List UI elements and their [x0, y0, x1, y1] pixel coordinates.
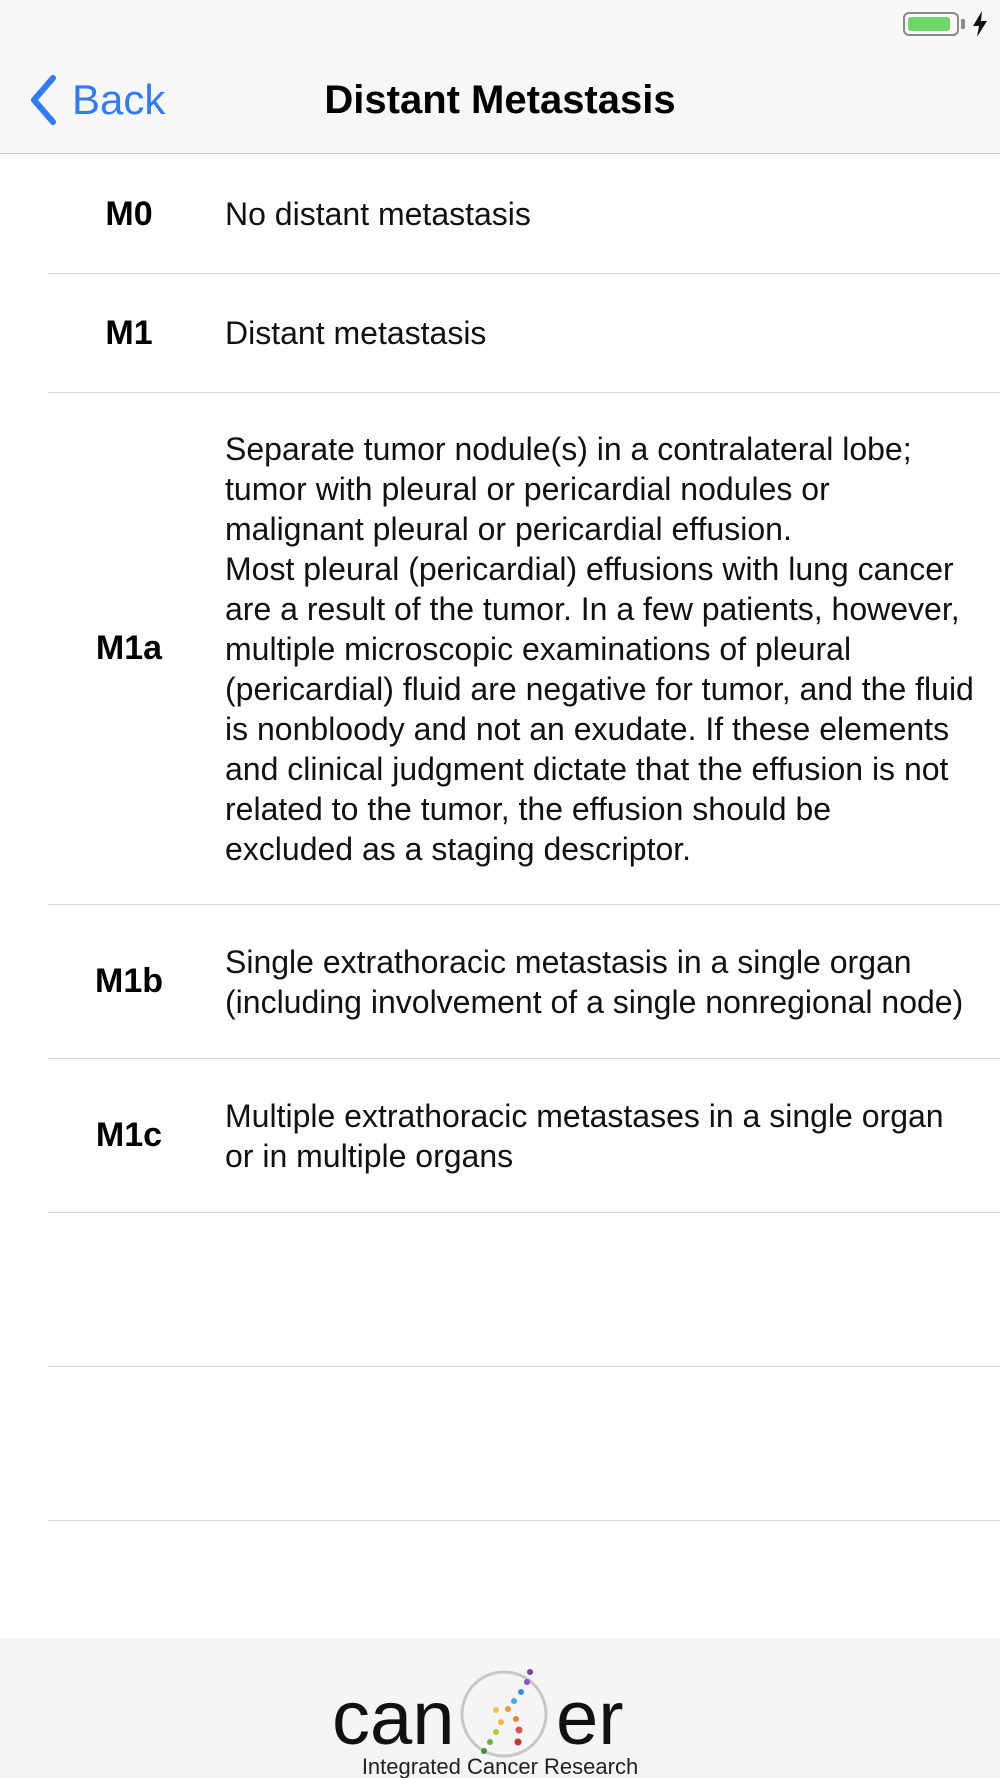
navigation-bar	[0, 48, 1000, 154]
row-description: Single extrathoracic metastasis in a single organ (including involvement of a single nonregional node)	[225, 943, 964, 1020]
metastasis-table	[0, 155, 1000, 1521]
table-row-m1b[interactable]	[48, 905, 1000, 1059]
row-description: Separate tumor nodule(s) in a contralateral lobe; tumor with pleural or pericardial nodules or malignant pleural or pericardial effusion. Most pleural (pericardial) effusions with lung cancer are a result of the tumor. In a few patients, however, multiple microscopic examinations of pleural (pericardial) fluid are negative for tumor, and the fluid is nonbloody and not an exudate. If these elements and clinical judgment dictate that the effusion is not related to the tumor, the effusion should be excluded as a staging descriptor.	[225, 430, 974, 867]
back-label: Back	[72, 76, 166, 123]
row-code: M1	[105, 313, 153, 352]
table-row-m1[interactable]	[48, 274, 1000, 393]
row-description: Multiple extrathoracic metastases in a single organ or in multiple organs	[225, 1097, 944, 1174]
logo-dots	[481, 1669, 533, 1754]
table-row-m1a[interactable]	[48, 393, 1000, 905]
logo-text-left: can	[332, 1676, 455, 1761]
row-code: M1a	[95, 629, 163, 667]
page-title: Distant Metastasis	[324, 78, 676, 122]
table-row-m0[interactable]	[48, 155, 1000, 274]
empty-row	[48, 1367, 1000, 1521]
lightning-bolt-icon	[970, 10, 990, 38]
table-row-m1c[interactable]	[48, 1059, 1000, 1213]
logo-text-right: er	[556, 1676, 624, 1761]
row-description: No distant metastasis	[225, 196, 531, 232]
logo-ring	[462, 1672, 546, 1756]
battery-level-fill	[908, 17, 950, 31]
logo-tagline: Integrated Cancer Research	[361, 1754, 639, 1778]
row-code: M1b	[95, 962, 163, 1000]
row-description: Distant metastasis	[225, 315, 487, 351]
row-code: M1c	[95, 1116, 163, 1154]
battery-cap	[961, 19, 965, 29]
battery-icon	[903, 12, 959, 36]
canxer-logo	[330, 1652, 670, 1778]
row-code: M0	[105, 194, 153, 233]
footer	[0, 1638, 1000, 1778]
empty-row	[48, 1213, 1000, 1367]
status-bar	[0, 0, 1000, 48]
